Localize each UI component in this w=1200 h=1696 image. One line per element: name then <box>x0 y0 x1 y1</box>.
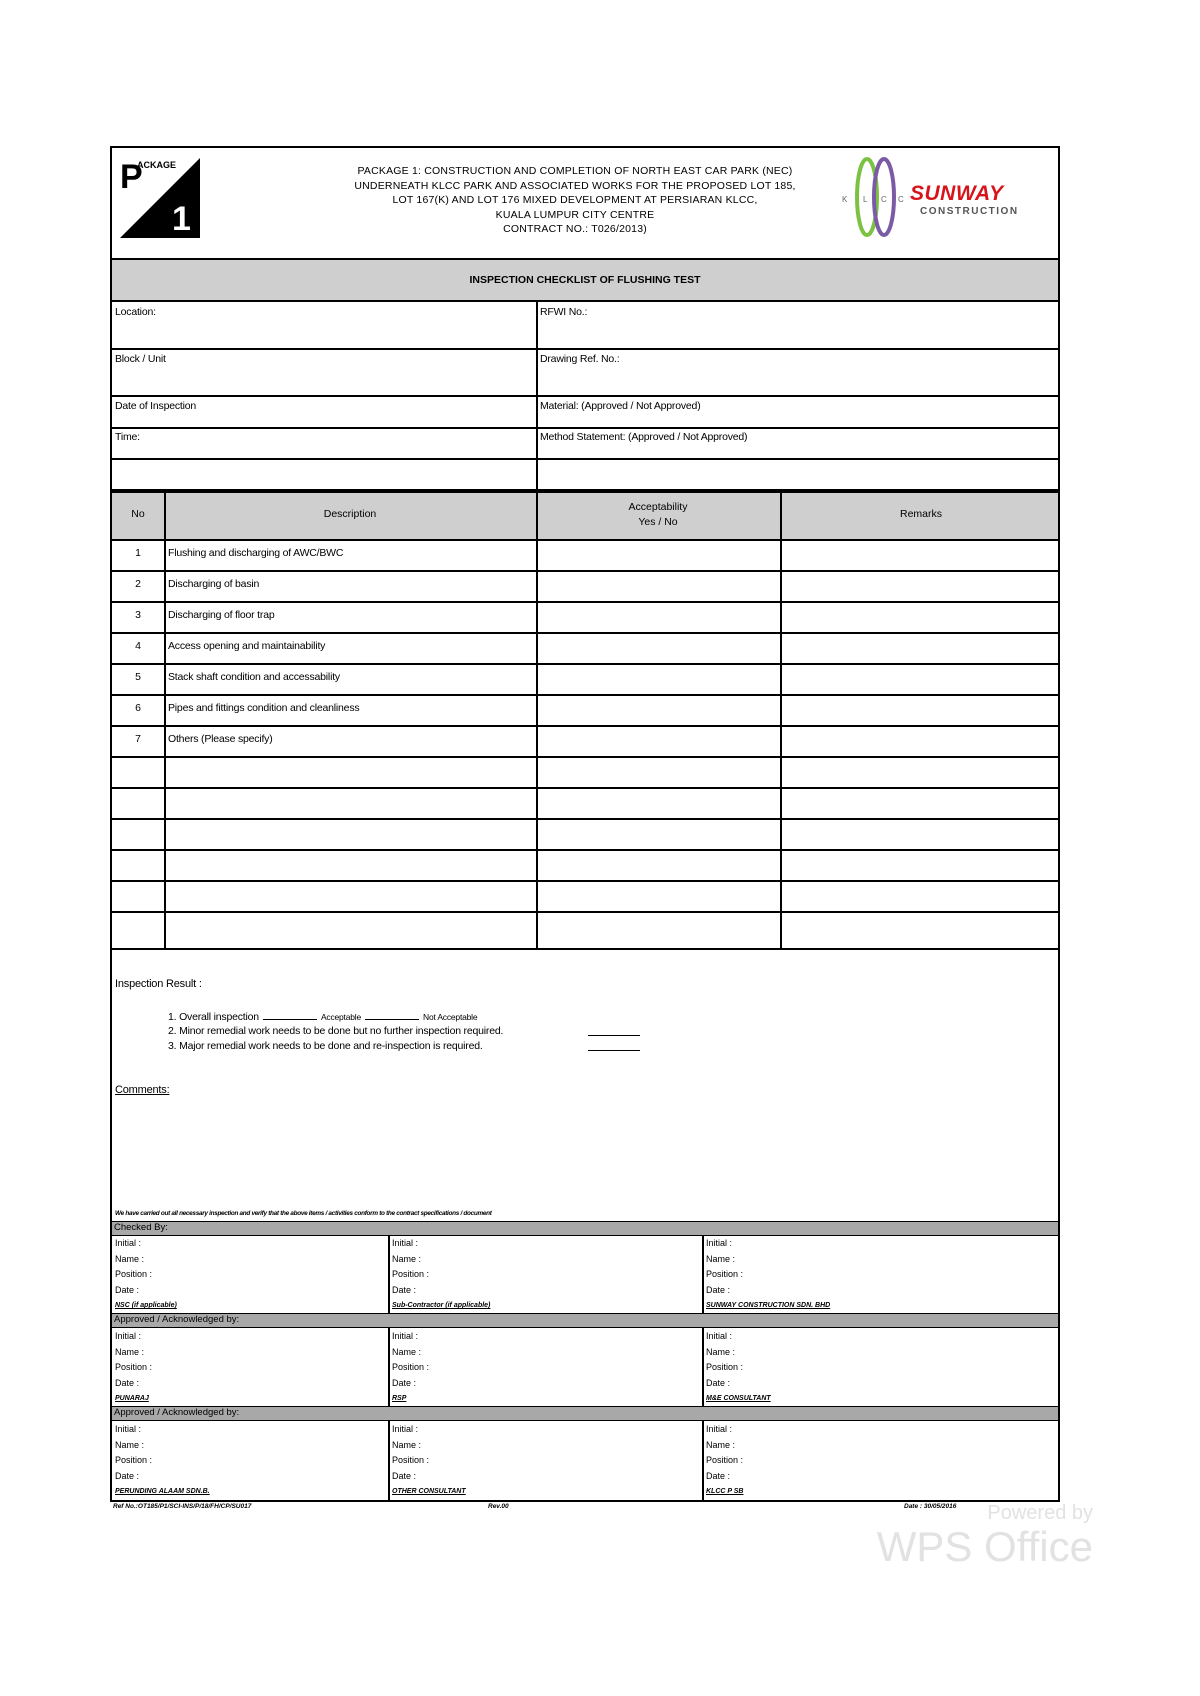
header-remarks: Remarks <box>899 508 942 520</box>
inspection-form: P ACKAGE 1 PACKAGE 1: CONSTRUCTION AND COMPLETION OF NORTH EAST CAR PARK (NEC) UNDERNEATH KLCC PARK AND ASSOCIATED WORKS FOR THE PROPOSED LOT 185, LOT 167(K) AND LOT 176 MIXED DEVELOPMENT AT PERSIARAN KLCC, KUALA LUMPUR CITY CENTRE CONTRACT NO.: T026/2013) K L C C SUNWAY CONSTRUCTION INSPECTION CHECKLIST OF FLUSHING TEST Location: RFWI No.: Block / Unit Drawing Ref. No.: Date of Inspection Material: (Approved / Not Approved) Time: Method Statement: (Approved / Not Approved) No Description Acceptability Yes / No Remarks 1 Flushing and discharging of AWC/BWC 2 Discharging of basin 3 Discharging of floor trap 4 Access opening and maintainability 5 Stack shaft condition and accessability 6 Pipes and fittings condition and cleanliness 7 Others (Please specify) Inspection Result : 1. Overall inspection Acceptable Not Acceptable 2. Minor remedial work needs to be done but no further inspection required. 3. Major remedial work needs to be done and re-inspection is required. Comments: We have carried out all necessary inspection and verify that the above items / activities conform to the contract specifications / document Checked By: Initial : Name : Position : Date : NSC (if applicable) Initial : Name : Position : Date : Sub-Contractor (if applicable) Initial : Name : Position : Date : SUNWAY CONSTRUCTION SDN. BHD Approved / Acknowledged by: Initial : Name : Position : Date : PUNARAJ Initial : Name : Position : Date : RSP Initial : Name : Position : Date : M&E CONSULTANT Approved / Acknowledged by: Initial : Name : Position : Date : PERUNDING ALAAM SDN.B. Initial : Name : Position : Date : OTHER CONSULTANT Initial : Name : Position : Date : KLCC P SB <box>110 146 1060 1502</box>
acceptable-blank[interactable] <box>263 1010 317 1020</box>
signature-block[interactable]: Initial : Name : Position : Date : NSC (if applicable) <box>115 1238 177 1309</box>
project-description: PACKAGE 1: CONSTRUCTION AND COMPLETION OF NORTH EAST CAR PARK (NEC) UNDERNEATH KLCC PARK AND ASSOCIATED WORKS FOR THE PROPOSED LOT 185, LOT 167(K) AND LOT 176 MIXED DEVELOPMENT AT PERSIARAN KLCC, KUALA LUMPUR CITY CENTRE CONTRACT NO.: T026/2013) <box>354 165 796 236</box>
declaration: We have carried out all necessary inspection and verify that the above items / activities conform to the contract specifications / document <box>115 1210 492 1217</box>
time-field[interactable]: Time: <box>115 431 140 443</box>
signature-block[interactable]: Initial : Name : Position : Date : PUNARAJ <box>115 1331 153 1402</box>
minor-blank[interactable] <box>588 1035 640 1036</box>
method-statement-field[interactable]: Method Statement: (Approved / Not Approved) <box>540 431 748 443</box>
footer-date: Date : 30/05/2016 <box>904 1503 957 1510</box>
klcc-logo <box>842 154 908 244</box>
inspection-result-heading: Inspection Result : <box>115 978 202 990</box>
form-title: INSPECTION CHECKLIST OF FLUSHING TEST <box>112 258 1058 302</box>
rfwi-field[interactable]: RFWI No.: <box>540 306 588 318</box>
header-no: No <box>131 508 145 520</box>
footer-ref: Ref No.:OT185/P1/SCI-INS/P/18/FH/CP/SU017 <box>113 1503 252 1510</box>
location-field[interactable]: Location: <box>115 306 156 318</box>
comments-label: Comments: <box>115 1084 170 1096</box>
signature-block[interactable]: Initial : Name : Position : Date : M&E CONSULTANT <box>706 1331 771 1402</box>
signature-block[interactable]: Initial : Name : Position : Date : PERUNDING ALAAM SDN.B. <box>115 1424 210 1495</box>
svg-text:C: C <box>881 195 887 204</box>
approved-by-band: Approved / Acknowledged by: <box>112 1313 1058 1328</box>
package-logo <box>120 158 200 238</box>
signature-block[interactable]: Initial : Name : Position : Date : SUNWAY CONSTRUCTION SDN. BHD <box>706 1238 831 1309</box>
svg-text:L: L <box>863 195 868 204</box>
sunway-logo: SUNWAY CONSTRUCTION <box>910 182 1019 217</box>
approved-by-band-2: Approved / Acknowledged by: <box>112 1406 1058 1421</box>
header-description: Description <box>323 508 377 520</box>
block-unit-field[interactable]: Block / Unit <box>115 353 166 365</box>
result-major: 3. Major remedial work needs to be done and re-inspection is required. <box>168 1040 483 1052</box>
svg-text:ACKAGE: ACKAGE <box>137 160 177 170</box>
not-acceptable-blank[interactable] <box>365 1010 419 1020</box>
footer-rev: Rev.00 <box>488 1503 509 1510</box>
svg-text:K: K <box>842 195 848 204</box>
signature-block[interactable]: Initial : Name : Position : Date : Sub-Contractor (if applicable) <box>392 1238 491 1309</box>
material-field[interactable]: Material: (Approved / Not Approved) <box>540 400 701 412</box>
svg-text:C: C <box>898 195 904 204</box>
checked-by-band: Checked By: <box>112 1221 1058 1236</box>
major-blank[interactable] <box>588 1050 640 1051</box>
signature-block[interactable]: Initial : Name : Position : Date : RSP <box>392 1331 430 1402</box>
result-minor: 2. Minor remedial work needs to be done but no further inspection required. <box>168 1025 504 1037</box>
signature-block[interactable]: Initial : Name : Position : Date : OTHER CONSULTANT <box>392 1424 466 1495</box>
drawing-ref-field[interactable]: Drawing Ref. No.: <box>540 353 620 365</box>
svg-text:1: 1 <box>172 200 191 238</box>
header-acceptability: Acceptability Yes / No <box>628 501 688 528</box>
comments-area[interactable] <box>115 1104 1055 1164</box>
svg-text:P: P <box>120 158 143 196</box>
signature-block[interactable]: Initial : Name : Position : Date : KLCC P SB <box>706 1424 744 1495</box>
result-overall: 1. Overall inspection Acceptable Not Acceptable <box>168 1011 478 1023</box>
wps-watermark: Powered by WPS Office <box>876 1502 1093 1570</box>
date-field[interactable]: Date of Inspection <box>115 400 197 412</box>
